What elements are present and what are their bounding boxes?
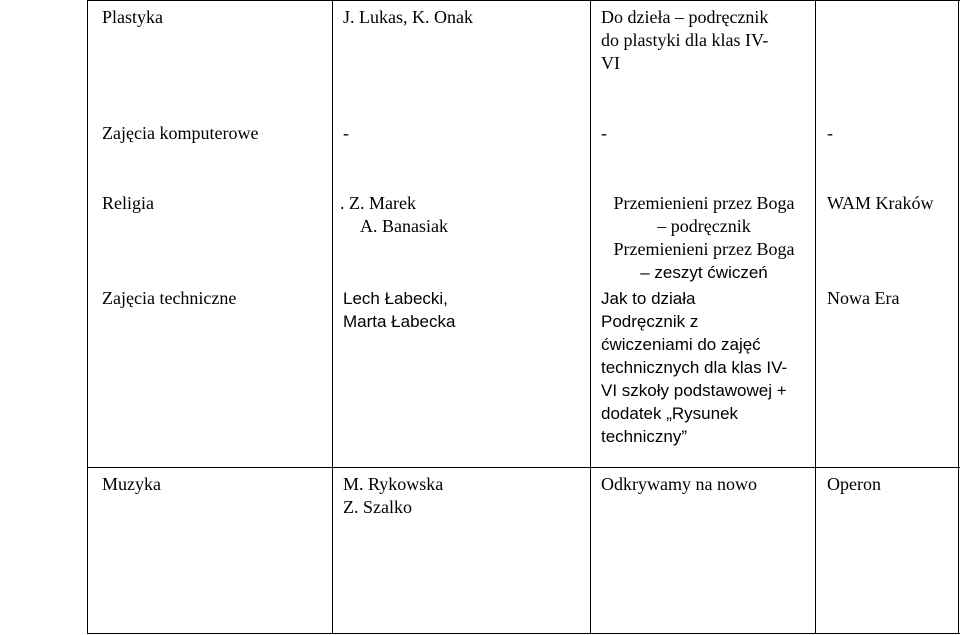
book-religia [596,192,812,284]
author-line: Lech Łabecki, [343,289,448,308]
author-line: Marta Łabecka [343,312,456,331]
table-border-left [87,0,88,634]
author-line: M. Rykowska [343,474,444,494]
author-line: A. Banasiak [360,216,448,236]
book-line: – zeszyt ćwiczeń [640,263,768,282]
table-border-top [87,0,960,1]
column-divider [332,0,333,634]
book-line: techniczny” [601,427,687,446]
book-line: dodatek „Rysunek [601,404,739,423]
book-line: do plastyki dla klas IV- [601,30,769,50]
author-line: Z. Szalko [343,497,412,517]
publisher-religia: WAM Kraków [827,193,934,213]
book-line: Przemienieni przez Boga [613,239,795,259]
author-line: . Z. Marek [340,193,416,213]
book-line: Do dzieła – podręcznik [601,7,769,27]
publisher-komputerowe: - [827,123,833,143]
book-line: technicznych dla klas IV- [601,358,788,377]
subject-plastyka: Plastyka [102,7,163,27]
book-line: VI szkoły podstawowej + [601,381,787,400]
authors-komputerowe: - [343,123,349,143]
book-line: Jak to działa [601,289,696,308]
subject-techniczne: Zajęcia techniczne [102,288,237,308]
publisher-techniczne: Nowa Era [827,288,900,308]
table-border-right [958,0,959,634]
authors-religia [340,192,448,238]
book-techniczne [601,287,787,448]
book-komputerowe: - [601,123,607,143]
book-plastyka [601,6,768,75]
book-line: ćwiczeniami do zajęć [601,335,761,354]
column-divider [815,0,816,634]
subject-komputerowe: Zajęcia komputerowe [102,123,259,143]
publisher-muzyka: Operon [827,474,881,494]
row-divider [87,467,960,468]
authors-muzyka [343,473,443,519]
book-line: Przemienieni przez Boga [613,193,795,213]
subject-religia: Religia [102,193,154,213]
table-border-bottom [87,633,960,634]
book-line: – podręcznik [657,216,751,236]
book-muzyka: Odkrywamy na nowo [601,474,757,494]
column-divider [590,0,591,634]
book-line: VI [601,53,620,73]
authors-techniczne [343,287,455,333]
authors-plastyka: J. Lukas, K. Onak [343,7,473,27]
subject-muzyka: Muzyka [102,474,161,494]
book-line: Podręcznik z [601,312,699,331]
